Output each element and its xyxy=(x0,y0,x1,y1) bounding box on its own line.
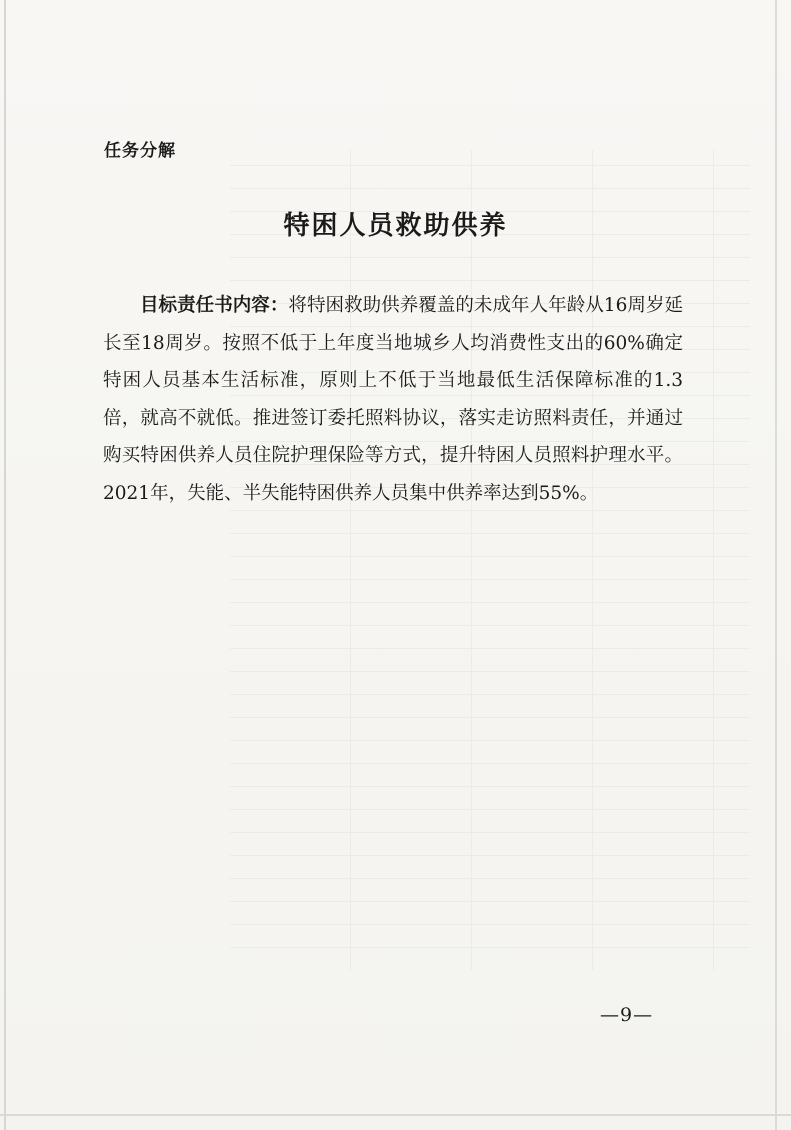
scan-edge-bottom xyxy=(0,1114,791,1116)
show-through-texture xyxy=(230,150,750,970)
page-title: 特困人员救助供养 xyxy=(283,211,508,241)
page-number: —9— xyxy=(600,1004,654,1026)
scan-edge-right xyxy=(775,0,777,1130)
scan-edge-left xyxy=(4,0,6,1130)
paragraph-text: 将特困救助供养覆盖的未成年人年龄从16周岁延长至18周岁。按照不低于上年度当地城乡人均消费性支出的60%确定特困人员基本生活标准，原则上不低于当地最低生活保障标准的1.3倍，就高不就低。推进签订委托照料协议，落实走访照料责任，并通过购买特困供养人员住院护理保险等方式，提升特困人员照料护理水平。2021年，失能、半失能特困供养人员集中供养率达到55%。 xyxy=(103,295,683,504)
body-paragraph xyxy=(103,287,683,513)
section-label: 任务分解 xyxy=(104,141,176,161)
paragraph-lead: 目标责任书内容： xyxy=(140,295,289,316)
